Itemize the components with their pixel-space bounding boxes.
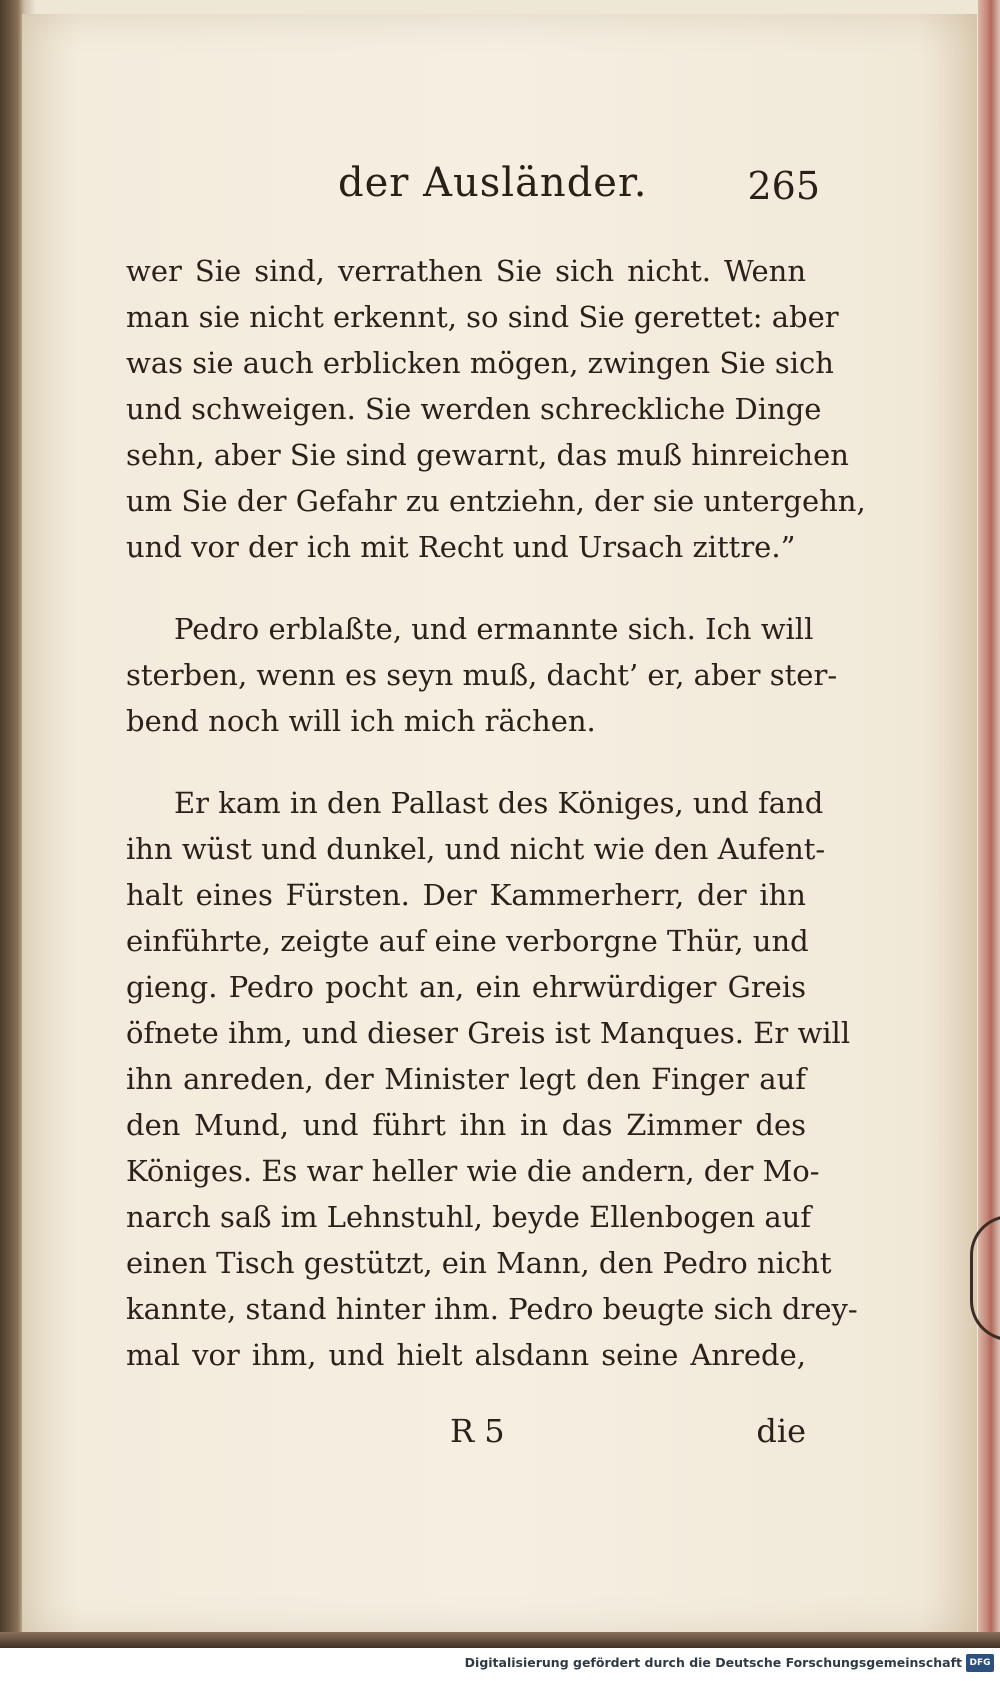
text-line: wer Sie sind, verrathen Sie sich nicht. Wenn (126, 254, 806, 288)
dfg-logo: DFG (966, 1654, 994, 1672)
text-line: was sie auch erblicken mögen, zwingen Sie sich (126, 346, 834, 380)
paragraph-2 (126, 606, 838, 744)
text-line: und schweigen. Sie werden schreckliche Dinge (126, 392, 822, 426)
text-block (126, 248, 866, 1378)
page-footer (440, 1412, 806, 1458)
digitization-note: Digitalisierung gefördert durch die Deutsche Forschungsgemeinschaft (464, 1655, 962, 1670)
text-line: um Sie der Gefahr zu entziehn, der sie untergehn, (126, 484, 866, 518)
running-head (120, 160, 820, 216)
header-title: der Ausländer. (338, 160, 648, 206)
text-line: narch saß im Lehnstuhl, beyde Ellenbogen auf (126, 1200, 812, 1234)
text-line: mal vor ihm, und hielt alsdann seine Anrede, (126, 1338, 806, 1372)
page-edge-right (978, 0, 1000, 1648)
page-number: 265 (747, 164, 820, 208)
signature-mark: R 5 (450, 1412, 505, 1450)
catchword: die (756, 1412, 806, 1450)
text-line: Königes. Es war heller wie die andern, der Mo- (126, 1154, 820, 1188)
text-line: sterben, wenn es seyn muß, dacht’ er, aber ster- (126, 658, 838, 692)
text-line: sehn, aber Sie sind gewarnt, das muß hinreichen (126, 438, 849, 472)
text-line: kannte, stand hinter ihm. Pedro beugte sich drey- (126, 1292, 858, 1326)
text-line: Pedro erblaßte, und ermannte sich. Ich will (174, 612, 814, 646)
text-line: einführte, zeigte auf eine verborgne Thür, und (126, 924, 809, 958)
text-line: man sie nicht erkennt, so sind Sie gerettet: aber (126, 300, 839, 334)
page-edge-bottom (0, 1632, 1000, 1648)
text-line: einen Tisch gestützt, ein Mann, den Pedro nicht (126, 1246, 832, 1280)
text-line: den Mund, und führt ihn in das Zimmer des (126, 1108, 806, 1142)
text-line: halt eines Fürsten. Der Kammerherr, der ihn (126, 878, 806, 912)
text-line: bend noch will ich mich rächen. (126, 704, 596, 738)
text-line: ihn anreden, der Minister legt den Finger auf (126, 1062, 806, 1096)
text-line: öfnete ihm, und dieser Greis ist Manques. Er will (126, 1016, 851, 1050)
text-line: Er kam in den Pallast des Königes, und fand (174, 786, 824, 820)
text-line: gieng. Pedro pocht an, ein ehrwürdiger Greis (126, 970, 806, 1004)
paragraph-3 (126, 780, 858, 1378)
paragraph-1 (126, 248, 866, 570)
text-line: und vor der ich mit Recht und Ursach zittre.” (126, 530, 796, 564)
digitization-footer (0, 1648, 1000, 1681)
text-line: ihn wüst und dunkel, und nicht wie den Aufent- (126, 832, 826, 866)
